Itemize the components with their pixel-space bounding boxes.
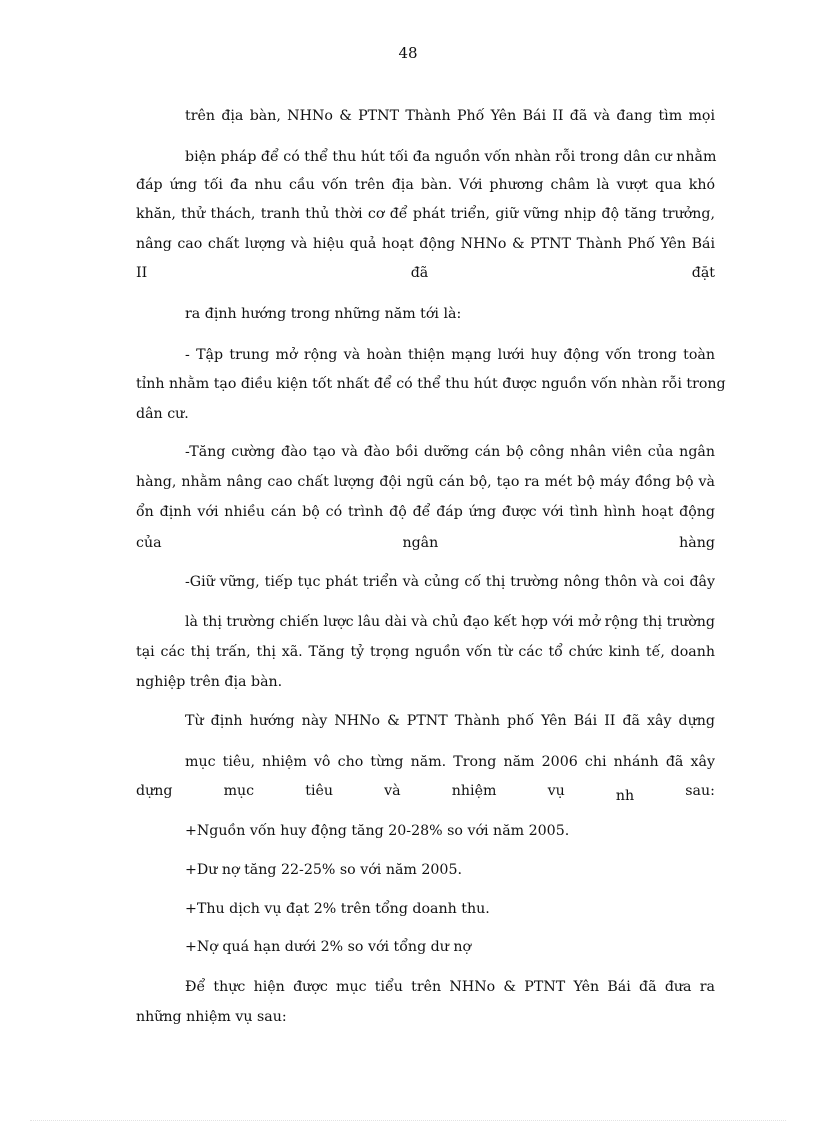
text-line: là thị trường chiến lược lâu dài và chủ đạo kết hợp với mở rộng thị trường xyxy=(185,614,715,630)
page-number: 48 xyxy=(398,44,418,62)
word: nhiệm xyxy=(451,783,497,799)
text-line: mục tiêu, nhiệm vô cho từng năm. Trong năm 2006 chi nhánh đã xây xyxy=(185,754,715,770)
list-item: +Dư nợ tăng 22-25% so với năm 2005. xyxy=(185,862,462,878)
text-line: nâng cao chất lượng và hiệu quả hoạt động NHNo & PTNT Thành Phố Yên Bái xyxy=(136,236,715,252)
spaced-line xyxy=(136,533,715,553)
word: của xyxy=(136,535,162,551)
text-line: trên địa bàn, NHNo & PTNT Thành Phố Yên Bái II đã và đang tìm mọi xyxy=(185,108,715,124)
text-line: nghiệp trên địa bàn. xyxy=(136,674,283,690)
text-line: biện pháp để có thể thu hút tối đa nguồn vốn nhàn rỗi trong dân cư nhằm xyxy=(185,149,717,165)
text-line: Để thực hiện được mục tiểu trên NHNo & PTNT Yên Bái đã đưa ra xyxy=(185,979,715,995)
word: II xyxy=(136,265,148,281)
text-line: Từ định hướng này NHNo & PTNT Thành phố Yên Bái II đã xây dựng xyxy=(185,713,715,729)
text-line: dân cư. xyxy=(136,406,189,422)
word: ngân xyxy=(402,535,439,551)
text-line: đáp ứng tối đa nhu cầu vốn trên địa bàn. Với phương châm là vượt qua khó xyxy=(136,177,715,193)
word: sau: xyxy=(685,783,715,799)
list-item: +Thu dịch vụ đạt 2% trên tổng doanh thu. xyxy=(185,901,490,917)
word: đặt xyxy=(691,265,715,281)
text-line: ổn định với nhiều cán bộ có trình độ để đáp ứng được với tình hình hoạt động xyxy=(136,504,715,520)
list-item: +Nguồn vốn huy động tăng 20-28% so với năm 2005. xyxy=(185,823,570,839)
word: hàng xyxy=(679,535,715,551)
word: vụ xyxy=(547,783,565,799)
list-item: +Nợ quá hạn dưới 2% so với tổng dư nợ xyxy=(185,939,472,955)
word: dựng xyxy=(136,783,173,799)
text-line: ra định hướng trong những năm tới là: xyxy=(185,306,462,322)
text-line: tại các thị trấn, thị xã. Tăng tỷ trọng nguồn vốn từ các tổ chức kinh tế, doanh xyxy=(136,644,715,660)
text-line: tỉnh nhằm tạo điều kiện tốt nhất để có thể thu hút được nguồn vốn nhàn rỗi trong xyxy=(136,376,726,392)
word: mục xyxy=(223,783,255,799)
text-line: -Giữ vững, tiếp tục phát triển và củng cố thị trường nông thôn và coi đây xyxy=(185,574,715,590)
text-line: những nhiệm vụ sau: xyxy=(136,1009,287,1025)
text-line: - Tập trung mở rộng và hoàn thiện mạng lưới huy động vốn trong toàn xyxy=(185,347,715,363)
spaced-line xyxy=(136,263,715,283)
text-line: -Tăng cường đào tạo và đào bồi dưỡng cán bộ công nhân viên của ngân xyxy=(185,444,715,460)
word: nh xyxy=(615,788,635,804)
word: tiêu xyxy=(305,783,334,799)
word: và xyxy=(384,783,401,799)
spaced-line xyxy=(136,781,715,804)
word: đã xyxy=(410,265,429,281)
text-line: khăn, thử thách, tranh thủ thời cơ để phát triển, giữ vững nhịp độ tăng trưởng, xyxy=(136,206,715,222)
text-line: hàng, nhằm nâng cao chất lượng đội ngũ cán bộ, tạo ra mét bộ máy đồng bộ và xyxy=(136,474,715,490)
page-bottom-divider xyxy=(30,1120,786,1121)
